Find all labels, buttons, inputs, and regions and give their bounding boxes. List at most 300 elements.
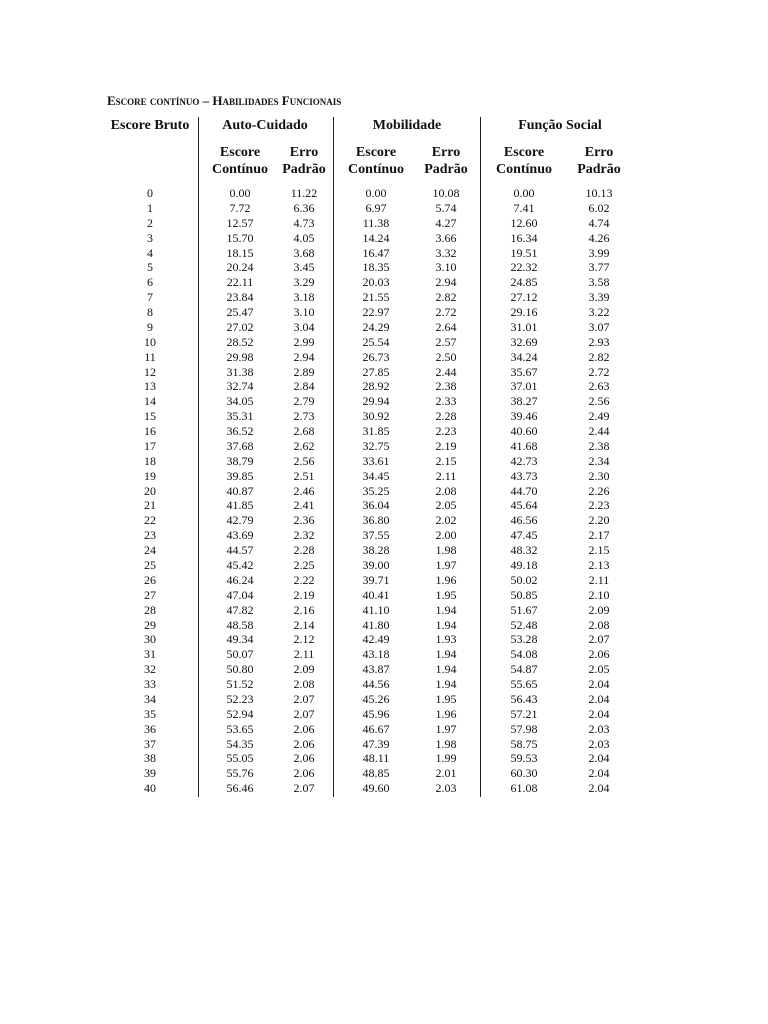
- table-cell: 2.68: [293, 424, 315, 439]
- table-cell: 58.75: [510, 736, 538, 751]
- table-cell: 10.08: [432, 186, 460, 200]
- table-cell: 2.23: [588, 498, 610, 513]
- table-cell: 53.28: [510, 632, 538, 647]
- table-cell: 32.74: [226, 379, 254, 394]
- table-cell: 52.48: [510, 617, 538, 632]
- table-cell: 29.98: [226, 349, 254, 364]
- table-cell: 43.69: [226, 528, 254, 543]
- table-cell: 7: [147, 290, 153, 305]
- table-cell: 9: [147, 319, 153, 334]
- table-cell: 8: [147, 305, 153, 320]
- table-cell: 1.94: [435, 647, 457, 662]
- table-cell: 10.13: [585, 186, 613, 200]
- table-cell: 39.85: [226, 468, 254, 483]
- table-cell: 2.64: [435, 319, 457, 334]
- table-cell: 2.28: [435, 409, 457, 424]
- table-cell: 20: [144, 483, 156, 498]
- table-cell: 32: [144, 662, 156, 677]
- table-cell: 44.57: [226, 543, 254, 558]
- table-cell: 35.67: [510, 364, 538, 379]
- table-cell: 50.02: [510, 572, 538, 587]
- table-cell: 2.72: [588, 364, 610, 379]
- table-cell: 30: [144, 632, 156, 647]
- table-cell: 3.58: [588, 275, 610, 290]
- table-cell: 56.43: [510, 691, 538, 706]
- table-cell: 2.04: [588, 706, 610, 721]
- table-cell: 2.03: [588, 721, 610, 736]
- table-cell: 2.56: [293, 453, 315, 468]
- table-cell: 43.87: [362, 662, 390, 677]
- table-row: [0, 379, 768, 394]
- table-cell: 2.12: [293, 632, 315, 647]
- table-cell: 45.64: [510, 498, 538, 513]
- group-header: Função Social: [518, 118, 602, 133]
- table-cell: 2.23: [435, 424, 457, 439]
- table-cell: 56.46: [226, 781, 254, 796]
- table-cell: 2.57: [435, 334, 457, 349]
- table-cell: 17: [144, 438, 156, 453]
- group-header: Mobilidade: [372, 118, 442, 133]
- table-row: [0, 543, 768, 558]
- table-cell: 37.55: [362, 528, 390, 543]
- table-cell: 11.22: [290, 186, 318, 200]
- table-cell: 22: [144, 513, 156, 528]
- table-cell: 50.07: [226, 647, 254, 662]
- table-cell: 3.77: [588, 260, 610, 275]
- table-cell: 10: [144, 334, 156, 349]
- table-cell: 2.06: [293, 721, 315, 736]
- table-cell: 61.08: [510, 781, 538, 796]
- table-cell: 2.06: [293, 736, 315, 751]
- table-cell: 47.39: [362, 736, 390, 751]
- table-row: [0, 781, 768, 796]
- table-cell: 50.85: [510, 587, 538, 602]
- table-cell: 2.25: [293, 558, 315, 572]
- table-cell: 34: [144, 691, 156, 706]
- table-row: [0, 677, 768, 692]
- table-cell: 19.51: [510, 245, 538, 260]
- table-row: [0, 394, 768, 409]
- table-cell: 18: [144, 453, 156, 468]
- table-cell: 16.34: [510, 230, 538, 245]
- table-cell: 37.68: [226, 438, 254, 453]
- table-cell: 38.27: [510, 394, 538, 409]
- table-cell: 2.28: [293, 543, 315, 558]
- table-cell: 2.44: [588, 424, 610, 439]
- table-cell: 57.21: [510, 706, 538, 721]
- table-row: [0, 290, 768, 305]
- error-column-header: Erro Padrão: [424, 145, 468, 177]
- table-cell: 42.79: [226, 513, 254, 528]
- table-cell: 2.26: [588, 483, 610, 498]
- table-cell: 31.01: [510, 319, 538, 334]
- table-cell: 2.38: [588, 438, 610, 453]
- table-cell: 41.80: [362, 617, 390, 632]
- table-cell: 22.97: [362, 305, 390, 320]
- table-row: [0, 692, 768, 707]
- table-row: [0, 484, 768, 499]
- table-row: [0, 528, 768, 543]
- table-cell: 2.73: [293, 409, 315, 424]
- table-row: [0, 722, 768, 737]
- table-cell: 2.08: [588, 617, 610, 632]
- table-row: [0, 751, 768, 766]
- table-cell: 18.35: [362, 260, 390, 275]
- table-cell: 2.03: [588, 736, 610, 751]
- table-cell: 1: [147, 200, 153, 215]
- table-cell: 19: [144, 468, 156, 483]
- table-cell: 4.74: [588, 215, 610, 230]
- table-cell: 31.85: [362, 424, 390, 439]
- score-column-header: Escore Contínuo: [347, 145, 405, 177]
- table-cell: 51.67: [510, 602, 538, 617]
- table-cell: 2.16: [293, 602, 315, 617]
- table-cell: 3.45: [293, 260, 315, 275]
- table-cell: 43.73: [510, 468, 538, 483]
- table-cell: 3: [147, 230, 153, 245]
- table-cell: 2.46: [293, 483, 315, 498]
- table-row: [0, 707, 768, 722]
- table-cell: 12.60: [510, 215, 538, 230]
- table-cell: 32.75: [362, 438, 390, 453]
- column-divider: [480, 117, 481, 797]
- table-cell: 3.68: [293, 245, 315, 260]
- table-cell: 2.05: [435, 498, 457, 513]
- table-cell: 2.17: [588, 528, 610, 543]
- table-row: [0, 588, 768, 603]
- table-cell: 2.15: [588, 543, 610, 558]
- table-row: [0, 454, 768, 469]
- table-cell: 2.49: [588, 409, 610, 424]
- table-row: [0, 231, 768, 246]
- table-cell: 2.09: [293, 662, 315, 677]
- table-cell: 6: [147, 275, 153, 290]
- table-cell: 0: [147, 186, 153, 200]
- table-cell: 40.87: [226, 483, 254, 498]
- table-cell: 25.47: [226, 305, 254, 320]
- table-cell: 2.04: [588, 677, 610, 692]
- table-cell: 60.30: [510, 766, 538, 781]
- table-cell: 54.87: [510, 662, 538, 677]
- table-cell: 2.82: [588, 349, 610, 364]
- table-cell: 47.04: [226, 587, 254, 602]
- table-cell: 26: [144, 572, 156, 587]
- table-cell: 3.22: [588, 305, 610, 320]
- table-cell: 1.96: [435, 572, 457, 587]
- table-cell: 46.56: [510, 513, 538, 528]
- table-cell: 2.11: [293, 647, 315, 662]
- table-cell: 2.44: [435, 364, 457, 379]
- table-cell: 38: [144, 751, 156, 766]
- table-cell: 31.38: [226, 364, 254, 379]
- table-cell: 45.26: [362, 691, 390, 706]
- table-cell: 2.84: [293, 379, 315, 394]
- table-row: [0, 320, 768, 335]
- table-cell: 25.54: [362, 334, 390, 349]
- table-cell: 51.52: [226, 677, 254, 692]
- table-cell: 52.94: [226, 706, 254, 721]
- table-row: [0, 201, 768, 216]
- table-cell: 1.99: [435, 751, 457, 766]
- table-cell: 2.56: [588, 394, 610, 409]
- table-row: [0, 618, 768, 633]
- table-row: [0, 558, 768, 573]
- table-cell: 36.52: [226, 424, 254, 439]
- table-row: [0, 350, 768, 365]
- table-cell: 14: [144, 394, 156, 409]
- table-cell: 21.55: [362, 290, 390, 305]
- table-cell: 43.18: [362, 647, 390, 662]
- table-row: [0, 513, 768, 528]
- table-cell: 39.71: [362, 572, 390, 587]
- table-cell: 2.36: [293, 513, 315, 528]
- table-cell: 14.24: [362, 230, 390, 245]
- table-cell: 0.00: [229, 186, 251, 200]
- table-cell: 40.41: [362, 587, 390, 602]
- table-cell: 0.00: [513, 186, 535, 200]
- table-cell: 2.09: [588, 602, 610, 617]
- table-cell: 47.82: [226, 602, 254, 617]
- table-cell: 2.50: [435, 349, 457, 364]
- table-cell: 55.05: [226, 751, 254, 766]
- table-row: [0, 647, 768, 662]
- table-row: [0, 275, 768, 290]
- table-cell: 3.29: [293, 275, 315, 290]
- table-row: [0, 216, 768, 231]
- table-cell: 2.63: [588, 379, 610, 394]
- table-row: [0, 409, 768, 424]
- table-cell: 3.10: [293, 305, 315, 320]
- table-cell: 1.98: [435, 543, 457, 558]
- table-cell: 4.05: [293, 230, 315, 245]
- table-cell: 39: [144, 766, 156, 781]
- table-cell: 25: [144, 558, 156, 572]
- table-cell: 7.41: [513, 200, 535, 215]
- table-cell: 2.06: [588, 647, 610, 662]
- table-cell: 28.52: [226, 334, 254, 349]
- table-cell: 44.70: [510, 483, 538, 498]
- table-cell: 2.02: [435, 513, 457, 528]
- table-cell: 35.31: [226, 409, 254, 424]
- table-cell: 1.94: [435, 662, 457, 677]
- table-cell: 28: [144, 602, 156, 617]
- table-cell: 42.49: [362, 632, 390, 647]
- table-cell: 2.19: [293, 587, 315, 602]
- table-row: [0, 335, 768, 350]
- table-cell: 1.98: [435, 736, 457, 751]
- table-cell: 3.18: [293, 290, 315, 305]
- table-cell: 23.84: [226, 290, 254, 305]
- table-cell: 27: [144, 587, 156, 602]
- table-cell: 2.33: [435, 394, 457, 409]
- table-cell: 15.70: [226, 230, 254, 245]
- table-cell: 2.07: [293, 706, 315, 721]
- table-cell: 2.08: [293, 677, 315, 692]
- table-cell: 11: [144, 349, 156, 364]
- table-cell: 37: [144, 736, 156, 751]
- table-cell: 38.28: [362, 543, 390, 558]
- table-cell: 12: [144, 364, 156, 379]
- table-row: [0, 424, 768, 439]
- table-cell: 35.25: [362, 483, 390, 498]
- table-cell: 27.12: [510, 290, 538, 305]
- table-cell: 33: [144, 677, 156, 692]
- table-cell: 1.97: [435, 721, 457, 736]
- table-cell: 29.94: [362, 394, 390, 409]
- document-title: Escore contínuo – Habilidades Funcionais: [107, 93, 342, 108]
- table-cell: 2.04: [588, 781, 610, 796]
- table-cell: 2.07: [588, 632, 610, 647]
- table-cell: 29.16: [510, 305, 538, 320]
- table-cell: 2.93: [588, 334, 610, 349]
- table-row: [0, 365, 768, 380]
- table-cell: 45.42: [226, 558, 254, 572]
- table-cell: 50.80: [226, 662, 254, 677]
- table-cell: 41.68: [510, 438, 538, 453]
- table-cell: 2.99: [293, 334, 315, 349]
- table-cell: 49.18: [510, 558, 538, 572]
- table-cell: 16.47: [362, 245, 390, 260]
- table-cell: 6.36: [293, 200, 315, 215]
- table-cell: 39.46: [510, 409, 538, 424]
- table-cell: 15: [144, 409, 156, 424]
- table-row: [0, 305, 768, 320]
- table-cell: 2.04: [588, 766, 610, 781]
- table-cell: 4.27: [435, 215, 457, 230]
- table-cell: 34.45: [362, 468, 390, 483]
- table-cell: 27.02: [226, 319, 254, 334]
- column-divider: [333, 117, 334, 797]
- table-cell: 2.94: [435, 275, 457, 290]
- table-cell: 2.11: [588, 572, 610, 587]
- table-cell: 3.99: [588, 245, 610, 260]
- raw-score-header: Escore Bruto: [110, 118, 190, 133]
- table-cell: 24.29: [362, 319, 390, 334]
- table-cell: 2.38: [435, 379, 457, 394]
- table-cell: 2.34: [588, 453, 610, 468]
- table-cell: 2.82: [435, 290, 457, 305]
- table-cell: 21: [144, 498, 156, 513]
- table-cell: 46.67: [362, 721, 390, 736]
- table-cell: 22.11: [226, 275, 254, 290]
- table-row: [0, 573, 768, 588]
- table-cell: 2.06: [293, 751, 315, 766]
- table-cell: 3.10: [435, 260, 457, 275]
- table-cell: 46.24: [226, 572, 254, 587]
- table-cell: 18.15: [226, 245, 254, 260]
- table-cell: 40.60: [510, 424, 538, 439]
- table-cell: 1.93: [435, 632, 457, 647]
- table-cell: 5: [147, 260, 153, 275]
- table-cell: 48.11: [362, 751, 390, 766]
- table-cell: 39.00: [362, 558, 390, 572]
- table-cell: 2.04: [588, 751, 610, 766]
- table-cell: 3.66: [435, 230, 457, 245]
- table-cell: 2.19: [435, 438, 457, 453]
- table-cell: 55.76: [226, 766, 254, 781]
- table-cell: 37.01: [510, 379, 538, 394]
- table-cell: 48.85: [362, 766, 390, 781]
- table-cell: 2.07: [293, 691, 315, 706]
- table-cell: 2.05: [588, 662, 610, 677]
- table-cell: 2.79: [293, 394, 315, 409]
- table-row: [0, 439, 768, 454]
- table-row: [0, 498, 768, 513]
- table-cell: 54.08: [510, 647, 538, 662]
- table-cell: 13: [144, 379, 156, 394]
- error-column-header: Erro Padrão: [577, 145, 621, 177]
- score-column-header: Escore Contínuo: [495, 145, 553, 177]
- score-column-header: Escore Contínuo: [211, 145, 269, 177]
- table-cell: 22.32: [510, 260, 538, 275]
- table-cell: 2.00: [435, 528, 457, 543]
- table-cell: 49.34: [226, 632, 254, 647]
- table-cell: 45.96: [362, 706, 390, 721]
- table-cell: 36.04: [362, 498, 390, 513]
- table-cell: 2.11: [435, 468, 457, 483]
- table-cell: 29: [144, 617, 156, 632]
- table-cell: 1.95: [435, 691, 457, 706]
- table-cell: 2.04: [588, 691, 610, 706]
- table-cell: 1.94: [435, 617, 457, 632]
- table-cell: 4.26: [588, 230, 610, 245]
- table-cell: 24.85: [510, 275, 538, 290]
- table-cell: 36.80: [362, 513, 390, 528]
- table-cell: 28.92: [362, 379, 390, 394]
- table-row: [0, 737, 768, 752]
- table-cell: 2.41: [293, 498, 315, 513]
- table-cell: 53.65: [226, 721, 254, 736]
- table-cell: 34.05: [226, 394, 254, 409]
- table-cell: 2.01: [435, 766, 457, 781]
- group-header: Auto-Cuidado: [222, 118, 308, 133]
- table-cell: 2: [147, 215, 153, 230]
- table-cell: 1.97: [435, 558, 457, 572]
- table-cell: 3.32: [435, 245, 457, 260]
- table-cell: 38.79: [226, 453, 254, 468]
- table-cell: 2.89: [293, 364, 315, 379]
- table-cell: 59.53: [510, 751, 538, 766]
- table-cell: 20.03: [362, 275, 390, 290]
- table-cell: 6.02: [588, 200, 610, 215]
- table-cell: 23: [144, 528, 156, 543]
- table-cell: 2.72: [435, 305, 457, 320]
- table-cell: 2.20: [588, 513, 610, 528]
- table-row: [0, 186, 768, 201]
- table-cell: 54.35: [226, 736, 254, 751]
- table-cell: 41.10: [362, 602, 390, 617]
- table-cell: 2.22: [293, 572, 315, 587]
- table-cell: 12.57: [226, 215, 254, 230]
- table-cell: 4: [147, 245, 153, 260]
- table-cell: 2.62: [293, 438, 315, 453]
- table-cell: 34.24: [510, 349, 538, 364]
- table-cell: 2.30: [588, 468, 610, 483]
- table-row: [0, 469, 768, 484]
- table-row: [0, 260, 768, 275]
- table-cell: 52.23: [226, 691, 254, 706]
- table-cell: 35: [144, 706, 156, 721]
- table-cell: 1.94: [435, 677, 457, 692]
- table-cell: 2.06: [293, 766, 315, 781]
- table-row: [0, 632, 768, 647]
- table-cell: 2.08: [435, 483, 457, 498]
- table-cell: 16: [144, 424, 156, 439]
- table-cell: 2.94: [293, 349, 315, 364]
- table-cell: 42.73: [510, 453, 538, 468]
- table-cell: 2.15: [435, 453, 457, 468]
- error-column-header: Erro Padrão: [282, 145, 326, 177]
